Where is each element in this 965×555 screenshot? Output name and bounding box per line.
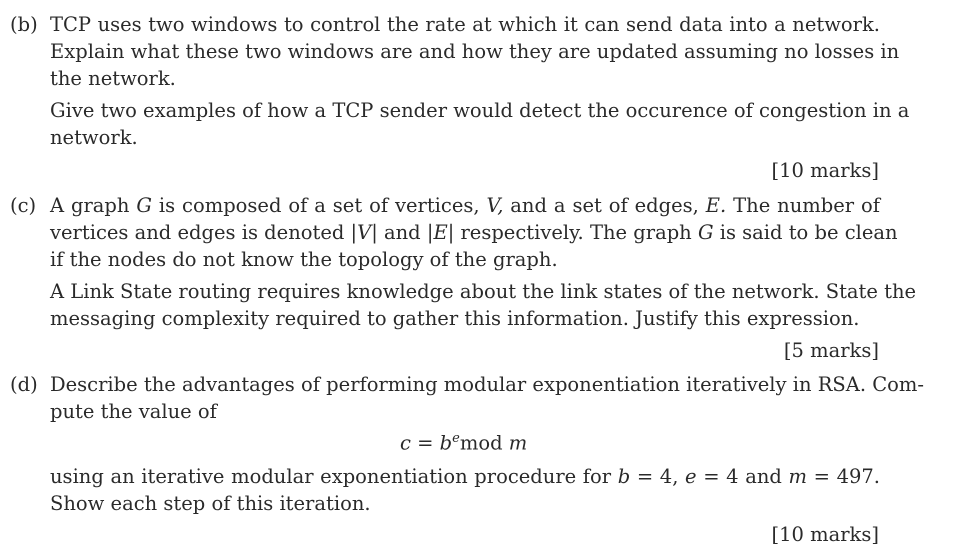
text: vertices and edges is denoted | — [50, 221, 358, 244]
math-exponent-e: e — [452, 431, 460, 446]
part-c-line-3: if the nodes do not know the topology of the graph. — [50, 248, 558, 271]
part-d-line-2: pute the value of — [50, 400, 217, 423]
part-c-line-2 — [50, 220, 898, 246]
math-m: m — [788, 465, 807, 488]
text: | respectively. The graph — [447, 221, 698, 244]
math-G: G — [697, 221, 714, 244]
math-b: b — [439, 431, 453, 455]
part-d-line-4: Show each step of this iteration. — [50, 492, 371, 515]
text: | and | — [371, 221, 434, 244]
math-e: e — [685, 465, 697, 488]
part-b-line-2: Explain what these two windows are and how they are updated assuming no losses in — [50, 40, 900, 63]
part-d-marks: [10 marks] — [771, 523, 879, 546]
text: = 4 and — [696, 465, 789, 488]
math-E: E — [433, 221, 448, 244]
part-d-label: (d) — [10, 373, 38, 396]
text: and a set of edges, — [503, 194, 706, 217]
part-b-line-1: TCP uses two windows to control the rate at which it can send data into a network. — [50, 13, 880, 36]
part-c-line-5: messaging complexity required to gather this information. Justify this expression. — [50, 307, 860, 330]
math-b: b — [617, 465, 631, 488]
part-b-label: (b) — [10, 13, 38, 36]
part-c-marks: [5 marks] — [783, 339, 879, 362]
math-mod: mod — [459, 431, 509, 455]
math-c: c — [400, 431, 411, 455]
text: A graph — [50, 194, 137, 217]
text: using an iterative modular exponentiation procedure for — [50, 465, 618, 488]
math-V: V — [357, 221, 372, 244]
text: = 4, — [630, 465, 686, 488]
equation — [400, 426, 527, 457]
text: is composed of a set of vertices, — [151, 194, 487, 217]
text: The number of — [726, 194, 881, 217]
part-c-line-4: A Link State routing requires knowledge about the link states of the network. State the — [50, 280, 917, 303]
part-b-line-4: Give two examples of how a TCP sender would detect the occurence of congestion in a — [50, 99, 910, 122]
text: is said to be clean — [713, 221, 898, 244]
part-d-line-3 — [50, 464, 880, 490]
math-E: E. — [705, 194, 727, 217]
math-G: G — [136, 194, 152, 217]
math-equals: = — [410, 431, 440, 455]
math-m: m — [508, 431, 528, 455]
part-c-label: (c) — [10, 194, 37, 217]
part-b-line-3: the network. — [50, 67, 176, 90]
part-c-line-1 — [50, 193, 880, 219]
text: = 497. — [806, 465, 880, 488]
part-b-line-5: network. — [50, 126, 138, 149]
part-b-marks: [10 marks] — [771, 159, 879, 182]
math-V: V, — [486, 194, 504, 217]
part-d-line-1: Describe the advantages of performing modular exponentiation iteratively in RSA. Com- — [50, 373, 924, 396]
